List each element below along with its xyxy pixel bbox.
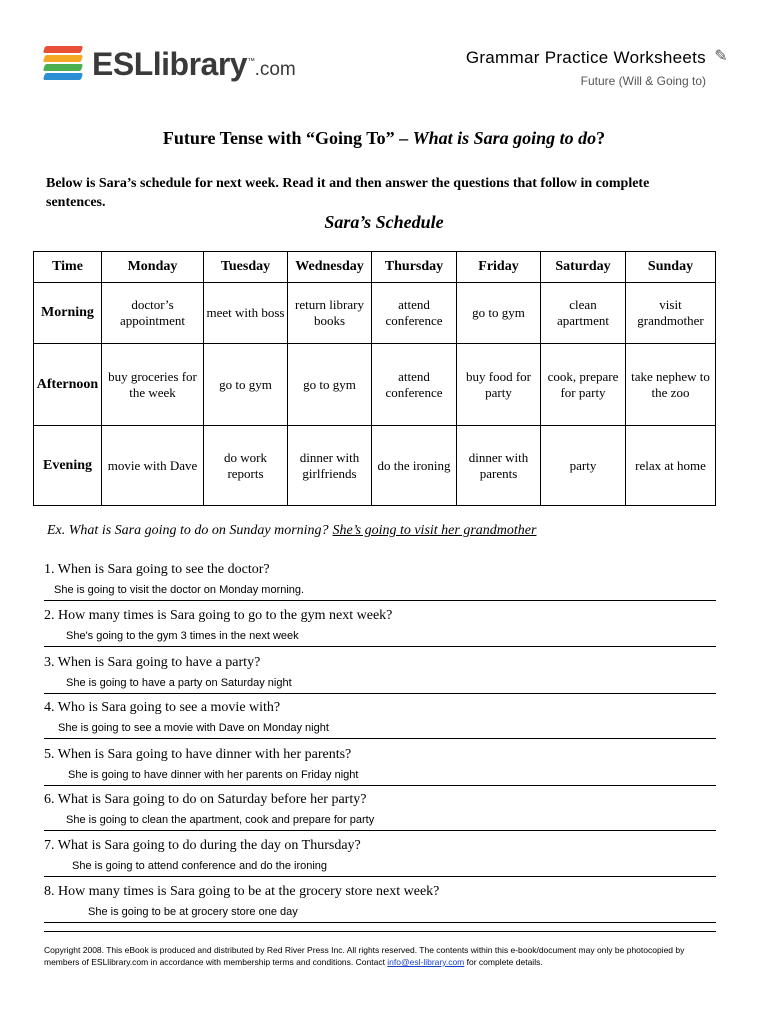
question-item (44, 747, 716, 791)
header-cell: Time (34, 252, 102, 283)
page-title: Future Tense with “Going To” – What is Sara going to do? (162, 128, 606, 148)
header-cell: Saturday (541, 252, 626, 283)
header-cell: Monday (102, 252, 204, 283)
question-item (44, 792, 716, 836)
table-row (34, 344, 716, 426)
schedule-title: Sara’s Schedule (324, 212, 444, 232)
footer-divider (44, 931, 716, 932)
row-label: Evening (34, 426, 102, 506)
answer-line[interactable]: She is going to be at grocery store one day (44, 904, 716, 923)
row-label: Morning (34, 283, 102, 344)
answer-line[interactable]: She is going to have a party on Saturday night (44, 675, 716, 694)
table-cell: attend conference (372, 344, 457, 426)
question-text: 2. How many times is Sara going to go to the gym next week? (44, 608, 393, 623)
table-cell: do the ironing (372, 426, 457, 506)
table-cell: attend conference (372, 283, 457, 344)
table-cell: meet with boss (204, 283, 288, 344)
instructions: Below is Sara’s schedule for next week. Read it and then answer the questions that follow in complete sentences. (46, 176, 650, 210)
header-cell: Wednesday (288, 252, 372, 283)
answer-line[interactable]: She is going to have dinner with her parents on Friday night (44, 767, 716, 786)
books-logo-icon (42, 42, 86, 86)
table-row (34, 283, 716, 344)
answer-line[interactable]: She is going to visit the doctor on Monday morning. (44, 582, 716, 601)
header-cell: Thursday (372, 252, 457, 283)
table-cell: go to gym (457, 283, 541, 344)
series-subtitle: Future (Will & Going to) (580, 74, 706, 88)
answer-line[interactable]: She is going to see a movie with Dave on Monday night (44, 720, 716, 739)
question-text: 4. Who is Sara going to see a movie with? (44, 700, 281, 715)
table-cell: return library books (288, 283, 372, 344)
question-text: 1. When is Sara going to see the doctor? (44, 562, 270, 577)
table-cell: buy groceries for the week (102, 344, 204, 426)
header-cell: Sunday (626, 252, 716, 283)
table-cell: movie with Dave (102, 426, 204, 506)
table-cell: cook, prepare for party (541, 344, 626, 426)
question-item (44, 838, 716, 882)
answer-line[interactable]: She's going to the gym 3 times in the next week (44, 628, 716, 647)
table-cell: buy food for party (457, 344, 541, 426)
question-text: 7. What is Sara going to do during the day on Thursday? (44, 838, 361, 853)
table-cell: party (541, 426, 626, 506)
question-item (44, 608, 716, 652)
table-cell: relax at home (626, 426, 716, 506)
table-cell: dinner with parents (457, 426, 541, 506)
table-row (34, 426, 716, 506)
table-cell: dinner with girlfriends (288, 426, 372, 506)
series-title: Grammar Practice Worksheets ✎ (465, 48, 728, 67)
logo-text: ESLlibrary™.com (92, 46, 296, 82)
question-text: 3. When is Sara going to have a party? (44, 655, 261, 670)
table-header-row (34, 252, 716, 283)
question-item (44, 884, 716, 928)
header-cell: Friday (457, 252, 541, 283)
answer-line[interactable]: She is going to attend conference and do the ironing (44, 858, 716, 877)
table-cell: doctor’s appointment (102, 283, 204, 344)
question-text: 5. When is Sara going to have dinner with her parents? (44, 747, 352, 762)
example (47, 523, 536, 539)
copyright-footer: Copyright 2008. This eBook is produced and distributed by Red River Press Inc. All rights reserved. The contents within this e-book/document may only be photocopied by members of ESLlibrary.com in accordance with membership terms and conditions. Contact info@esl-library.com for complete details. (44, 945, 685, 967)
answer-line[interactable]: She is going to clean the apartment, cook and prepare for party (44, 812, 716, 831)
header-right (465, 48, 728, 88)
question-item (44, 655, 716, 699)
table-cell: clean apartment (541, 283, 626, 344)
question-text: 6. What is Sara going to do on Saturday before her party? (44, 792, 367, 807)
logo (42, 42, 296, 86)
table-cell: take nephew to the zoo (626, 344, 716, 426)
pencil-icon: ✎ (714, 48, 728, 65)
schedule-table (33, 251, 716, 506)
example-question: Ex. What is Sara going to do on Sunday morning? (47, 523, 329, 538)
table-cell: do work reports (204, 426, 288, 506)
header-cell: Tuesday (204, 252, 288, 283)
contact-email-link[interactable]: info@esl-library.com (387, 957, 465, 967)
question-text: 8. How many times is Sara going to be at the grocery store next week? (44, 884, 440, 899)
question-item (44, 562, 716, 606)
question-item (44, 700, 716, 744)
row-label: Afternoon (34, 344, 102, 426)
table-cell: go to gym (288, 344, 372, 426)
example-answer: She’s going to visit her grandmother (332, 523, 537, 538)
table-cell: visit grandmother (626, 283, 716, 344)
table-cell: go to gym (204, 344, 288, 426)
